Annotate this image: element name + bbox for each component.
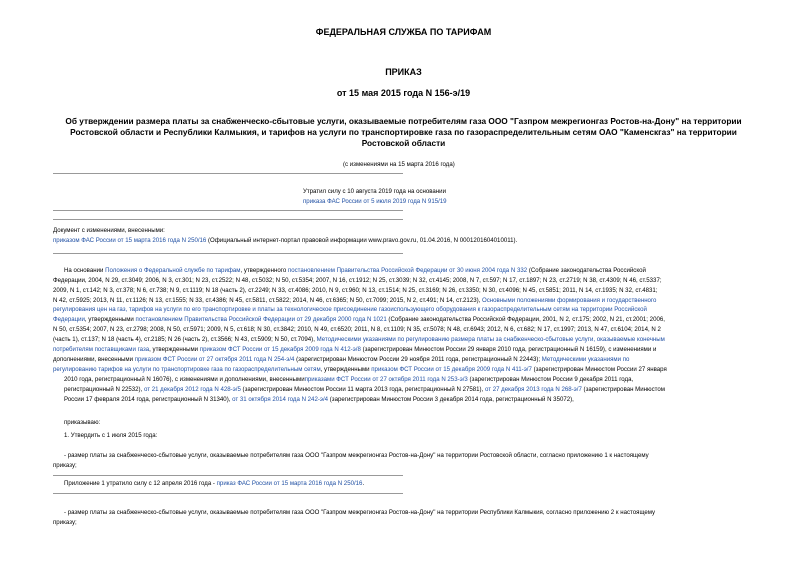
basis-line-7: N 50, ст.5354; 2007, N 23, ст.2798; 2008, N 50, ст.5971; 2009, N 5, ст.618; N 30, ст.3842; 2010, N 49, ст.6520; 2011, N 8, ст.1109; N 35, ст.5078; N 48, ст.6943; 2012, N 6, ст.682; N 17, ст.1997; 2013, N 47, ст.6104; 2014, N 2 (53, 326, 661, 333)
basis-line-14: России 17 февраля 2014 года, регистрационный N 31340), от 31 октября 2014 года N 242-э/4 (зарегистрирован Минюстом России 3 декабря 2014 года, регистрационный N 35072), (64, 396, 574, 403)
changes-line (53, 236, 517, 246)
basis-link-resolution-1021[interactable]: постановлением Правительства Российской Федерации от 29 декабря 2000 года N 1021 (135, 316, 387, 323)
basis-link-methodical-1[interactable]: Методическими указаниями по регулированию размера платы за снабженческо-сбытовые услуги, оказываемые конечным (314, 336, 665, 343)
basis-line-11: регулированию тарифов на услуги по транспортировке газа по газораспределительным сетям, утвержденными приказом ФСТ России от 15 декабря 2009 года N 411-э/7 (зарегистрирован Минюстом России 27 января (53, 366, 667, 373)
changes-label: Документ с изменениями, внесенными: (53, 227, 165, 234)
basis-line-5[interactable]: регулирования цен на газ, тарифов на услуги по его транспортировке и платы за технологическое присоединение газоиспользующего оборудования к газораспределительным сетям на территории Российской (53, 306, 647, 313)
title-line-1: Об утверждении размера платы за снабженческо-сбытовые услуги, оказываемые потребителям газа ООО "Газпром межрегионгаз Ростов-на-Дону" на территории (65, 116, 742, 126)
changes-link[interactable]: приказом ФАС России от 15 марта 2016 года N 250/16 (53, 237, 207, 244)
orders-word: приказываю: (64, 419, 101, 426)
basis-link-resolution-332[interactable]: постановлением Правительства Российской Федерации от 30 июня 2004 года N 332 (287, 267, 528, 274)
basis-link-order-253[interactable]: приказами ФСТ России от 27 октября 2011 года N 253-э/3 (304, 376, 468, 383)
basis-link-order-412[interactable]: приказом ФСТ России от 15 декабря 2009 года N 412-э/8 (199, 346, 361, 353)
basis-link-order-411[interactable]: приказом ФСТ России от 15 декабря 2009 года N 411-э/7 (371, 366, 532, 373)
basis-line-8: (часть 1), ст.137; N 18 (часть 4), ст.2185; N 26 (часть 2), ст.3566; N 43, ст.5909; N 50, ст.7094), Методическими указаниями по регулированию размера платы за снабженческо-сбытовые услуги, оказываемые конечным (53, 336, 665, 343)
basis-link-regulation[interactable]: Положения о Федеральной службе по тарифам (105, 267, 241, 274)
doc-date-number: от 15 мая 2015 года N 156-э/19 (336, 88, 471, 98)
divider (53, 219, 403, 220)
doc-title (30, 116, 777, 149)
doc-type: ПРИКАЗ (385, 67, 422, 77)
basis-link-order-242[interactable]: от 31 октября 2014 года N 242-э/4 (232, 396, 329, 403)
para-2-line-2: приказу; (53, 519, 77, 526)
para-1-line-2: приказу; (53, 462, 77, 469)
divider (53, 210, 403, 211)
agency-name: ФЕДЕРАЛЬНАЯ СЛУЖБА ПО ТАРИФАМ (315, 27, 492, 37)
lost-force-link[interactable]: приказа ФАС России от 5 июля 2019 года N 915/19 (303, 198, 447, 205)
title-line-3: Ростовской области (361, 138, 446, 148)
para-2-line-1: - размер платы за снабженческо-сбытовые услуги, оказываемые потребителям газа ООО "Газпром межрегионгаз Ростов-на-Дону" на территории Республики Калмыкия, согласно приложению 2 к настоящему (64, 509, 656, 516)
basis-line-10: дополнениями, внесенными приказом ФСТ России от 27 октября 2011 года N 254-э/4 (зарегистрирован Минюстом России 29 ноября 2011 года, регистрационный N 22443); Методическими указаниями по (53, 356, 630, 363)
basis-line-2: Федерации, 2004, N 29, ст.3049; 2006, N 3, ст.301; N 23, ст.2522; N 48, ст.5032; N 50, ст.5354; 2007, N 16, ст.1912; N 25, ст.3039; N 32, ст.4145; 2008, N 7, ст.597; N 17, ст.1897; N 23, ст.2719; N 38, ст.4309; N 46, ст.5337; (53, 277, 662, 284)
annex-note-link[interactable]: приказ ФАС России от 15 марта 2016 года N 250/16 (216, 480, 363, 487)
basis-line-12: 2010 года, регистрационный N 16076), с изменениями и дополнениями, внесеннымиприказами ФСТ России от 27 октября 2011 года N 253-э/3 (зарегистрирован Минюстом России 9 декабря 2011 года, (64, 376, 634, 383)
annex-note: Приложение 1 утратило силу с 12 апреля 2016 года - приказ ФАС России от 15 марта 2016 года N 250/16. (64, 480, 365, 487)
basis-link-order-268[interactable]: от 27 декабря 2013 года N 268-э/7 (484, 386, 582, 393)
basis-link-order-254[interactable]: приказом ФСТ России от 27 октября 2011 года N 254-э/4 (134, 356, 295, 363)
item-1: 1. Утвердить с 1 июля 2015 года: (64, 432, 158, 439)
divider (53, 493, 403, 494)
basis-line-4: N 42, ст.5925; 2013, N 11, ст.1126; N 13, ст.1555; N 33, ст.4386; N 45, ст.5811, ст.5822; 2014, N 46, ст.6365; N 50, ст.7099; 2015, N 2, ст.491; N 14, ст.2123), Основными положениями формирования и государственного (53, 297, 657, 304)
basis-line-3: 2009, N 1, ст.142; N 3, ст.378; N 6, ст.738; N 9, ст.1119; N 18 (часть 2), ст.2249; N 33, ст.4086; 2010, N 9, ст.960; N 13, ст.1514; N 25, ст.3169; N 26, ст.3350; N 30, ст.4096; N 45, ст.5851; 2011, N 14, ст.1935; N 32, ст.4831; (53, 287, 658, 294)
divider (53, 173, 403, 174)
basis-line-13: регистрационный N 22532), от 21 декабря 2012 года N 428-э/5 (зарегистрирован Минюстом России 11 марта 2013 года, регистрационный N 27581), от 27 декабря 2013 года N 268-э/7 (зарегистрирован Минюстом (64, 386, 665, 393)
divider (53, 475, 403, 476)
para-1-line-1: - размер платы за снабженческо-сбытовые услуги, оказываемые потребителям газа ООО "Газпром межрегионгаз Ростов-на-Дону" на территории Ростовской области, согласно приложению 1 к настоящему (64, 452, 649, 459)
basis-line-9: потребителям поставщиками газа, утвержденными приказом ФСТ России от 15 декабря 2009 года N 412-э/8 (зарегистрирован Минюстом России 29 января 2010 года, регистрационный N 16159), с изменениями и (53, 346, 657, 353)
basis-link-methodical-2[interactable]: Методическими указаниями по (540, 356, 630, 363)
basis-link-order-428[interactable]: от 21 декабря 2012 года N 428-э/5 (143, 386, 241, 393)
lost-force-text: Утратил силу с 10 августа 2019 года на основании (303, 188, 446, 195)
changes-rest: (Официальный интернет-портал правовой информации www.pravo.gov.ru, 01.04.2016, N 0001201604010011). (206, 237, 518, 244)
basis-line-6: Федерации, утвержденными постановлением Правительства Российской Федерации от 29 декабря 2000 года N 1021 (Собрание законодательства Российской Федерации, 2001, N 2, ст.175; 2002, N 21, ст.2001; 2006, (53, 316, 665, 323)
title-line-2: Ростовской области и Республики Калмыкия, и тарифов на услуги по транспортировке газа по газораспределительным сетям ОАО "Каменскгаз" на территории (70, 127, 737, 137)
basis-line-1: На основании Положения о Федеральной службе по тарифам, утвержденного постановлением Правительства Российской Федерации от 30 июня 2004 года N 332 (Собрание законодательства Российской (64, 267, 646, 274)
amend-note: (с изменениями на 15 марта 2016 года) (343, 161, 455, 168)
divider (53, 253, 403, 254)
basis-link-main-provisions[interactable]: Основными положениями формирования и государственного (480, 297, 657, 304)
